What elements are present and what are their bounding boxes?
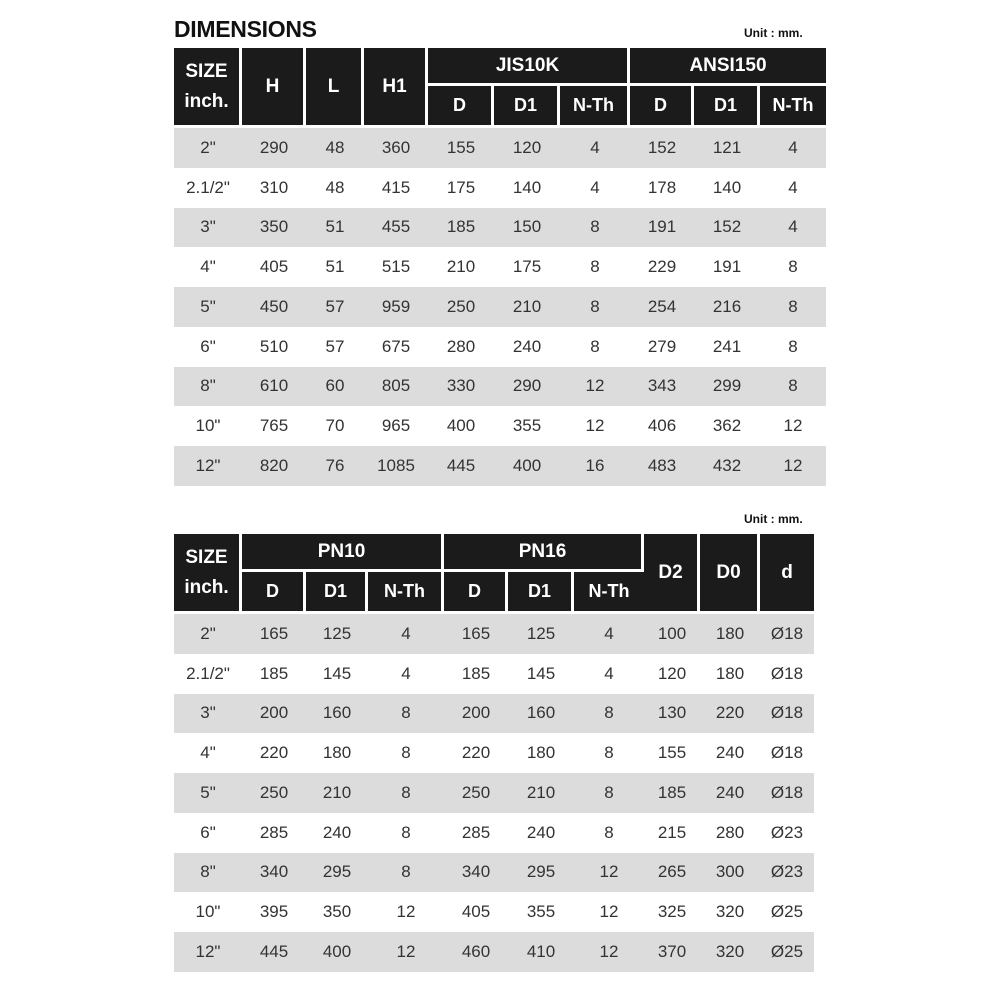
table-cell: 160 [508, 694, 574, 734]
table-cell: 185 [444, 654, 508, 694]
page-title: DIMENSIONS [174, 16, 317, 42]
size-cell: 3" [174, 694, 242, 734]
table-cell: 51 [306, 208, 364, 248]
table-cell: 12 [560, 406, 630, 446]
header-pn16-d1: D1 [508, 572, 574, 614]
table-cell: 8 [760, 367, 826, 407]
header-group-jis10k: JIS10K [428, 48, 630, 86]
table-cell: 1085 [364, 446, 428, 486]
header-pn16-nth: N-Th [574, 572, 644, 614]
table-cell: 280 [428, 327, 494, 367]
header-ansi-d1: D1 [694, 86, 760, 128]
table-cell: 285 [242, 813, 306, 853]
table-cell: 290 [494, 367, 560, 407]
table-cell: 250 [444, 773, 508, 813]
table-cell: 8 [368, 773, 444, 813]
table-row [174, 773, 814, 813]
table-cell: 405 [242, 247, 306, 287]
table-cell: 8 [760, 247, 826, 287]
header-pn10-d: D [242, 572, 306, 614]
table-cell: 12 [574, 932, 644, 972]
unit-label-table1: Unit : mm. [744, 26, 803, 40]
size-cell: 2.1/2" [174, 654, 242, 694]
table-cell: 12 [560, 367, 630, 407]
table-cell: 48 [306, 128, 364, 168]
table-cell: 8 [574, 733, 644, 773]
table-cell: 210 [306, 773, 368, 813]
size-cell: 12" [174, 932, 242, 972]
table-cell: 241 [694, 327, 760, 367]
table-row [174, 932, 814, 972]
table-cell: 12 [574, 853, 644, 893]
size-cell: 5" [174, 773, 242, 813]
header-h1: H1 [364, 48, 428, 128]
table-cell: 415 [364, 168, 428, 208]
header-jis-nth: N-Th [560, 86, 630, 128]
table-cell: 405 [444, 892, 508, 932]
table-cell: 8 [760, 287, 826, 327]
table-cell: 12 [368, 892, 444, 932]
size-cell: 2" [174, 614, 242, 654]
size-cell: 10" [174, 892, 242, 932]
table-cell: 350 [242, 208, 306, 248]
table-cell: 165 [444, 614, 508, 654]
table-cell: 510 [242, 327, 306, 367]
table-cell: 295 [508, 853, 574, 893]
size-cell: 2" [174, 128, 242, 168]
table-row [174, 733, 814, 773]
table-cell: 70 [306, 406, 364, 446]
table-cell: 285 [444, 813, 508, 853]
table-cell: 355 [494, 406, 560, 446]
table-cell: 210 [494, 287, 560, 327]
table-cell: 8 [368, 853, 444, 893]
table-cell: 4 [560, 128, 630, 168]
table-cell: 145 [508, 654, 574, 694]
size-cell: 8" [174, 367, 242, 407]
table-cell: 455 [364, 208, 428, 248]
table-cell: 8 [368, 694, 444, 734]
table-cell: 8 [368, 733, 444, 773]
size-cell: 4" [174, 247, 242, 287]
table-cell: 395 [242, 892, 306, 932]
table-cell: 200 [444, 694, 508, 734]
size-cell: 8" [174, 853, 242, 893]
table-cell: 165 [242, 614, 306, 654]
table-cell: 250 [428, 287, 494, 327]
table-cell: 350 [306, 892, 368, 932]
header-pn10-nth: N-Th [368, 572, 444, 614]
table-row [174, 208, 826, 248]
table-cell: 8 [560, 287, 630, 327]
table-cell: 8 [560, 247, 630, 287]
dimensions-table-jis-ansi [174, 48, 826, 486]
table-cell: 57 [306, 327, 364, 367]
size-cell: 4" [174, 733, 242, 773]
table-cell: 240 [700, 733, 760, 773]
table-cell: 150 [494, 208, 560, 248]
table-cell: 140 [494, 168, 560, 208]
unit-label-table2: Unit : mm. [744, 512, 803, 526]
table-cell: 406 [630, 406, 694, 446]
table-cell: Ø18 [760, 694, 814, 734]
table-cell: 8 [574, 773, 644, 813]
table-cell: Ø25 [760, 892, 814, 932]
table-cell: 16 [560, 446, 630, 486]
table-cell: 60 [306, 367, 364, 407]
table-cell: 191 [630, 208, 694, 248]
table-row [174, 247, 826, 287]
table-cell: 4 [560, 168, 630, 208]
table-cell: 120 [644, 654, 700, 694]
table-cell: 4 [760, 208, 826, 248]
table-cell: 180 [700, 614, 760, 654]
size-cell: 10" [174, 406, 242, 446]
table-cell: 959 [364, 287, 428, 327]
table-row [174, 327, 826, 367]
size-cell: 3" [174, 208, 242, 248]
table-cell: 180 [700, 654, 760, 694]
table-cell: 8 [574, 694, 644, 734]
table-cell: 220 [700, 694, 760, 734]
table-cell: 210 [428, 247, 494, 287]
table-cell: 140 [694, 168, 760, 208]
size-cell: 6" [174, 327, 242, 367]
header-group-ansi150: ANSI150 [630, 48, 826, 86]
table-cell: 450 [242, 287, 306, 327]
table-cell: 130 [644, 694, 700, 734]
table-cell: 229 [630, 247, 694, 287]
table-cell: 145 [306, 654, 368, 694]
table-cell: 220 [242, 733, 306, 773]
table-cell: 370 [644, 932, 700, 972]
table-row [174, 287, 826, 327]
table-cell: 295 [306, 853, 368, 893]
table-cell: 265 [644, 853, 700, 893]
header-pn16-d: D [444, 572, 508, 614]
header-d0: D0 [700, 534, 760, 614]
size-cell: 6" [174, 813, 242, 853]
table-row [174, 892, 814, 932]
table-cell: 8 [368, 813, 444, 853]
table-cell: 8 [560, 327, 630, 367]
table-cell: Ø18 [760, 733, 814, 773]
table-row [174, 406, 826, 446]
table-cell: 185 [644, 773, 700, 813]
table-cell: 4 [368, 614, 444, 654]
table-cell: 216 [694, 287, 760, 327]
table-cell: 4 [760, 128, 826, 168]
table-cell: 4 [368, 654, 444, 694]
table-cell: 125 [306, 614, 368, 654]
table-row [174, 813, 814, 853]
table-cell: 4 [760, 168, 826, 208]
table-cell: 610 [242, 367, 306, 407]
table-cell: 8 [560, 208, 630, 248]
table-cell: 343 [630, 367, 694, 407]
table-cell: 460 [444, 932, 508, 972]
table-row [174, 654, 814, 694]
table-cell: 155 [428, 128, 494, 168]
table-cell: 152 [694, 208, 760, 248]
table-cell: 76 [306, 446, 364, 486]
size-cell: 12" [174, 446, 242, 486]
table-cell: 215 [644, 813, 700, 853]
table-cell: 210 [508, 773, 574, 813]
header-l: L [306, 48, 364, 128]
table-cell: Ø23 [760, 813, 814, 853]
table-cell: 400 [494, 446, 560, 486]
table-cell: 965 [364, 406, 428, 446]
dimensions-table-pn [174, 534, 814, 972]
table-cell: 432 [694, 446, 760, 486]
table-cell: 12 [760, 406, 826, 446]
table-cell: 400 [306, 932, 368, 972]
table-row [174, 853, 814, 893]
header-ansi-nth: N-Th [760, 86, 826, 128]
table-cell: 200 [242, 694, 306, 734]
header-h: H [242, 48, 306, 128]
table-cell: 280 [700, 813, 760, 853]
size-header: SIZE inch. [174, 534, 242, 614]
table-cell: 8 [574, 813, 644, 853]
table-cell: 100 [644, 614, 700, 654]
size-cell: 5" [174, 287, 242, 327]
table-cell: 121 [694, 128, 760, 168]
table-cell: 483 [630, 446, 694, 486]
header-pn10-d1: D1 [306, 572, 368, 614]
table-cell: 325 [644, 892, 700, 932]
table-cell: 675 [364, 327, 428, 367]
table-cell: 445 [428, 446, 494, 486]
header-ansi-d: D [630, 86, 694, 128]
table-cell: 362 [694, 406, 760, 446]
table-cell: 330 [428, 367, 494, 407]
table-cell: 299 [694, 367, 760, 407]
table-cell: 340 [242, 853, 306, 893]
table-cell: 178 [630, 168, 694, 208]
table-cell: Ø23 [760, 853, 814, 893]
table-cell: 191 [694, 247, 760, 287]
table-cell: Ø18 [760, 654, 814, 694]
header-jis-d: D [428, 86, 494, 128]
table-cell: 515 [364, 247, 428, 287]
table-cell: 175 [494, 247, 560, 287]
table-cell: 51 [306, 247, 364, 287]
table-cell: 290 [242, 128, 306, 168]
table-cell: 240 [494, 327, 560, 367]
table-cell: 279 [630, 327, 694, 367]
table-cell: 12 [574, 892, 644, 932]
table-cell: 240 [508, 813, 574, 853]
table-row [174, 128, 826, 168]
table-cell: 805 [364, 367, 428, 407]
table-cell: 355 [508, 892, 574, 932]
table-cell: 445 [242, 932, 306, 972]
table-cell: 400 [428, 406, 494, 446]
table-cell: 310 [242, 168, 306, 208]
table-cell: 152 [630, 128, 694, 168]
table-row [174, 367, 826, 407]
table-row [174, 694, 814, 734]
table-cell: 57 [306, 287, 364, 327]
table-row [174, 446, 826, 486]
header-d2: D2 [644, 534, 700, 614]
table-cell: 320 [700, 892, 760, 932]
table-cell: 48 [306, 168, 364, 208]
table-cell: 240 [306, 813, 368, 853]
table-cell: 410 [508, 932, 574, 972]
table-cell: 300 [700, 853, 760, 893]
table-cell: 360 [364, 128, 428, 168]
size-header: SIZE inch. [174, 48, 242, 128]
table-cell: 250 [242, 773, 306, 813]
header-jis-d1: D1 [494, 86, 560, 128]
table-cell: 120 [494, 128, 560, 168]
table-row [174, 614, 814, 654]
table-cell: 12 [368, 932, 444, 972]
table-cell: 254 [630, 287, 694, 327]
table-cell: 240 [700, 773, 760, 813]
table-cell: 4 [574, 654, 644, 694]
table-cell: 8 [760, 327, 826, 367]
header-group-pn16: PN16 [444, 534, 644, 572]
table-cell: 320 [700, 932, 760, 972]
header-bolt-d: d [760, 534, 814, 614]
table-cell: 155 [644, 733, 700, 773]
table-cell: 160 [306, 694, 368, 734]
table-cell: 180 [306, 733, 368, 773]
header-group-pn10: PN10 [242, 534, 444, 572]
table-cell: Ø25 [760, 932, 814, 972]
table-cell: 340 [444, 853, 508, 893]
table-cell: Ø18 [760, 773, 814, 813]
table-cell: 185 [428, 208, 494, 248]
table-cell: 765 [242, 406, 306, 446]
table-cell: 185 [242, 654, 306, 694]
table-cell: 220 [444, 733, 508, 773]
table-row [174, 168, 826, 208]
table-cell: 180 [508, 733, 574, 773]
table-cell: 12 [760, 446, 826, 486]
table-cell: 125 [508, 614, 574, 654]
table-cell: Ø18 [760, 614, 814, 654]
table-cell: 175 [428, 168, 494, 208]
size-cell: 2.1/2" [174, 168, 242, 208]
table-cell: 820 [242, 446, 306, 486]
table-cell: 4 [574, 614, 644, 654]
